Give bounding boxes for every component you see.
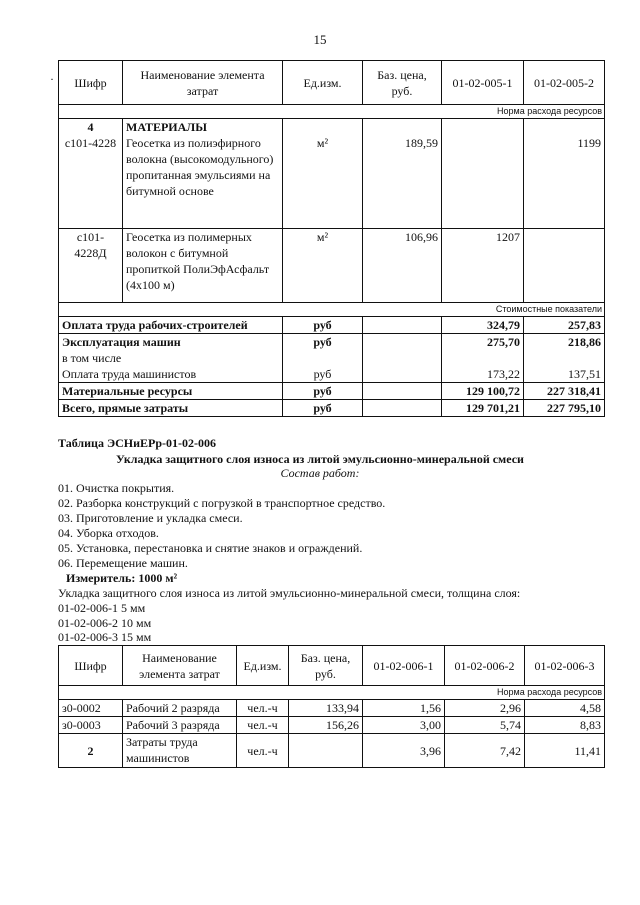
row-name: Рабочий 2 разряда xyxy=(123,700,237,717)
meter-description: Укладка защитного слоя износа из литой эмульсионно-минеральной смеси, толщина слоя: xyxy=(58,586,521,600)
table-title: Таблица ЭСНиЕРр-01-02-006 xyxy=(58,436,217,450)
header-col1: 01-02-006-1 xyxy=(363,646,445,686)
cost-row-value-2: 227 795,10 xyxy=(524,400,605,417)
variant-item: 01-02-006-3 15 мм xyxy=(58,630,152,644)
row-code: з0-0003 xyxy=(59,717,123,734)
cost-row-value-2: 257,83 xyxy=(524,317,605,334)
cost-row-unit: руб xyxy=(283,334,363,351)
row-price: 189,59 xyxy=(363,119,442,229)
cost-row-name: Материальные ресурсы xyxy=(59,383,283,400)
row-value-1: 1207 xyxy=(442,229,524,303)
cost-row-value-2 xyxy=(524,350,605,366)
section-number: 4 xyxy=(87,120,94,134)
cost-row-name: Всего, прямые затраты xyxy=(59,400,283,417)
work-item: 03. Приготовление и укладка смеси. xyxy=(58,511,243,525)
table-cell-code xyxy=(59,119,123,229)
cost-row-value-2: 227 318,41 xyxy=(524,383,605,400)
meter: Измеритель: 1000 м² xyxy=(66,571,178,585)
section-title: МАТЕРИАЛЫ xyxy=(126,120,207,134)
work-item: 01. Очистка покрытия. xyxy=(58,481,175,495)
row-value-2: 2,96 xyxy=(445,700,525,717)
table-subtitle: Укладка защитного слоя износа из литой эмульсионно-минеральной смеси xyxy=(116,452,524,466)
cost-row-value-1: 129 100,72 xyxy=(442,383,524,400)
variant-item: 01-02-006-2 10 мм xyxy=(58,616,152,630)
norm-label: Норма расхода ресурсов xyxy=(59,105,605,119)
header-unit: Ед.изм. xyxy=(237,646,289,686)
table-cell-name xyxy=(123,119,283,229)
cost-row-value-2: 218,86 xyxy=(524,334,605,351)
work-item: 04. Уборка отходов. xyxy=(58,526,159,540)
row-value-2 xyxy=(524,229,605,303)
header-code: Шифр xyxy=(59,61,123,105)
header-col2: 01-02-006-2 xyxy=(445,646,525,686)
row-unit: м² xyxy=(283,229,363,303)
composition-label: Состав работ: xyxy=(280,466,360,480)
header-code: Шифр xyxy=(59,646,123,686)
cost-label: Стоимостные показатели xyxy=(59,303,605,317)
row-value-2: 7,42 xyxy=(445,734,525,768)
cost-row-value-1 xyxy=(442,350,524,366)
cost-row-unit xyxy=(283,350,363,366)
cost-row-name: Оплата труда машинистов xyxy=(59,366,283,383)
row-code: с101-4228Д xyxy=(59,229,123,303)
cost-row-value-1: 173,22 xyxy=(442,366,524,383)
materials-table xyxy=(58,60,605,417)
norm-label: Норма расхода ресурсов xyxy=(59,686,605,700)
cost-row-price xyxy=(363,350,442,366)
row-value-1: 1,56 xyxy=(363,700,445,717)
row-unit: чел.-ч xyxy=(237,717,289,734)
row-unit: чел.-ч xyxy=(237,734,289,768)
cost-row-value-1: 275,70 xyxy=(442,334,524,351)
cost-row-price xyxy=(363,383,442,400)
cost-row-unit: руб xyxy=(283,317,363,334)
cost-row-price xyxy=(363,400,442,417)
row-value-1: 3,96 xyxy=(363,734,445,768)
header-name: Наименование элемента затрат xyxy=(123,61,283,105)
row-name: Рабочий 3 разряда xyxy=(123,717,237,734)
row-price: 106,96 xyxy=(363,229,442,303)
row-value-1 xyxy=(442,119,524,229)
cost-row-name: Эксплуатация машин xyxy=(59,334,283,351)
work-item: 06. Перемещение машин. xyxy=(58,556,188,570)
row-value-3: 4,58 xyxy=(525,700,605,717)
cost-row-value-2: 137,51 xyxy=(524,366,605,383)
row-price: 156,26 xyxy=(289,717,363,734)
header-col2: 01-02-005-2 xyxy=(524,61,605,105)
margin-dot: · xyxy=(50,72,54,86)
row-value-2: 5,74 xyxy=(445,717,525,734)
work-item: 02. Разборка конструкций с погрузкой в транспортное средство. xyxy=(58,496,386,510)
row-value-3: 11,41 xyxy=(525,734,605,768)
row-value-3: 8,83 xyxy=(525,717,605,734)
row-price xyxy=(289,734,363,768)
row-value-2: 1199 xyxy=(524,119,605,229)
cost-row-price xyxy=(363,334,442,351)
variant-item: 01-02-006-1 5 мм xyxy=(58,601,146,615)
cost-row-value-1: 129 701,21 xyxy=(442,400,524,417)
row-code: 2 xyxy=(59,734,123,768)
header-price: Баз. цена, руб. xyxy=(289,646,363,686)
cost-row-name: Оплата труда рабочих-строителей xyxy=(59,317,283,334)
labor-table xyxy=(58,645,605,768)
work-item: 05. Установка, перестановка и снятие знаков и ограждений. xyxy=(58,541,363,555)
row-name: Геосетка из полиэфирного волокна (высокомодульного) пропитанная эмульсиями на битумной основе xyxy=(126,136,274,198)
cost-row-value-1: 324,79 xyxy=(442,317,524,334)
page-number: 15 xyxy=(313,32,327,47)
row-name: Затраты труда машинистов xyxy=(123,734,237,768)
row-name: Геосетка из полимерных волокон с битумной пропиткой ПолиЭфАсфальт (4x100 м) xyxy=(123,229,283,303)
row-price: 133,94 xyxy=(289,700,363,717)
cost-row-unit: руб xyxy=(283,366,363,383)
row-code: з0-0002 xyxy=(59,700,123,717)
cost-row-name: в том числе xyxy=(59,350,283,366)
cost-row-unit: руб xyxy=(283,400,363,417)
cost-row-unit: руб xyxy=(283,383,363,400)
header-price: Баз. цена, руб. xyxy=(363,61,442,105)
cost-row-price xyxy=(363,317,442,334)
row-value-1: 3,00 xyxy=(363,717,445,734)
header-col1: 01-02-005-1 xyxy=(442,61,524,105)
header-name: Наименование элемента затрат xyxy=(123,646,237,686)
header-col3: 01-02-006-3 xyxy=(525,646,605,686)
header-unit: Ед.изм. xyxy=(283,61,363,105)
row-code: с101-4228 xyxy=(64,136,117,150)
row-unit: м² xyxy=(283,119,363,229)
cost-row-price xyxy=(363,366,442,383)
row-unit: чел.-ч xyxy=(237,700,289,717)
